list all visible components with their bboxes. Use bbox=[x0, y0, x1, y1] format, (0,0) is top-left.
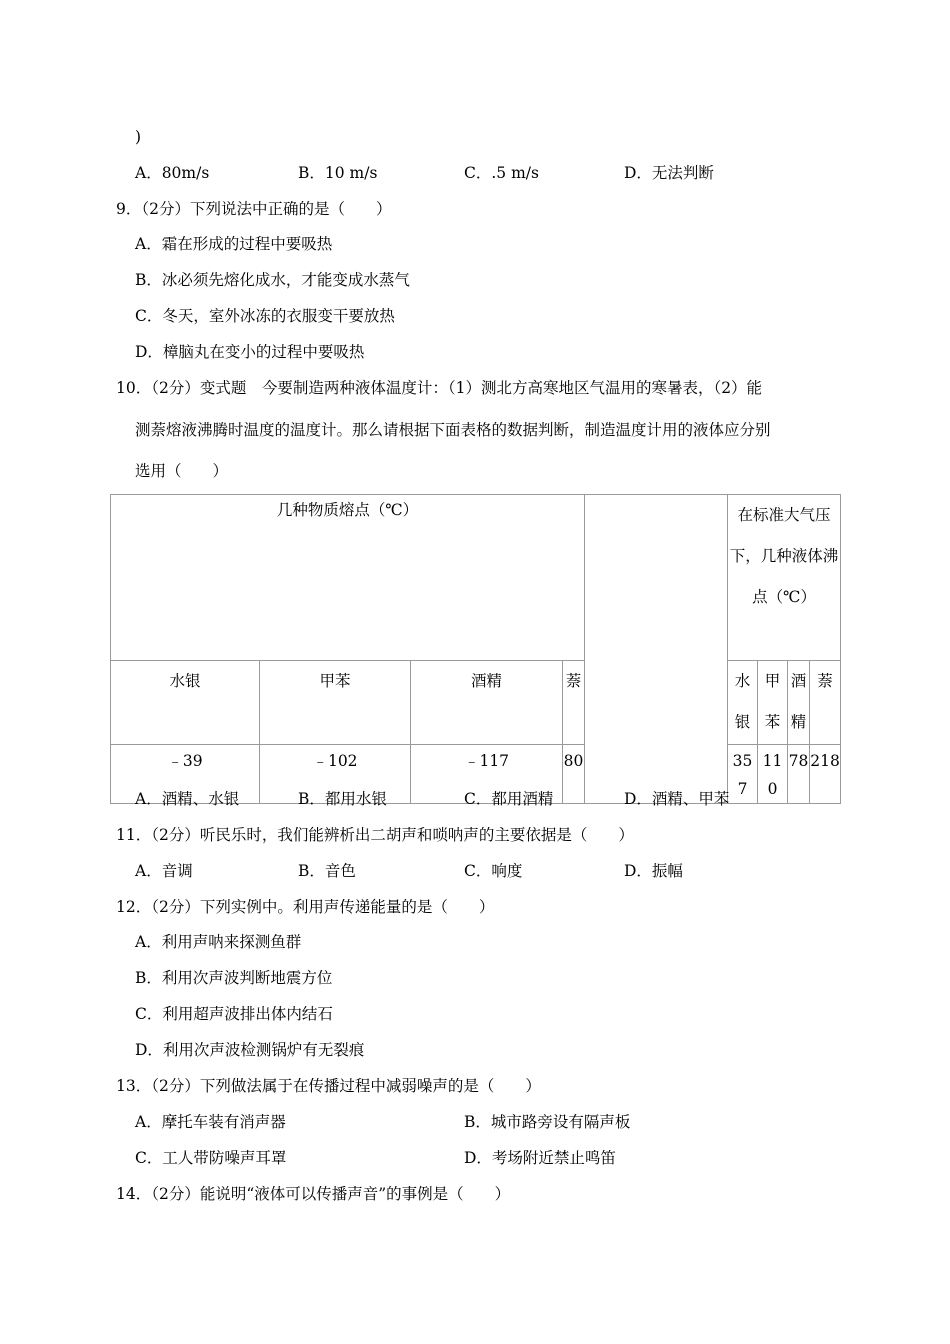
melting-substance-alcohol: 酒精 bbox=[411, 661, 563, 745]
boiling-substance-naphthalene: 萘 bbox=[810, 661, 841, 745]
boiling-value-naphthalene: 218 bbox=[810, 745, 841, 804]
q13-option-a: A．摩托车装有消声器 bbox=[135, 1113, 286, 1131]
q11-option-c: C．响度 bbox=[464, 862, 523, 880]
q9-option-b: B．冰必须先熔化成水，才能变成水蒸气 bbox=[135, 271, 410, 289]
boiling-substance-mercury: 水银 bbox=[728, 661, 758, 745]
q9-stem: 9．（2分）下列说法中正确的是（ ） bbox=[116, 200, 392, 218]
q8-option-d: D．无法判断 bbox=[624, 164, 714, 182]
q9-option-a: A．霜在形成的过程中要吸热 bbox=[135, 235, 333, 253]
melting-substance-toluene: 甲苯 bbox=[260, 661, 411, 745]
boiling-value-toluene: 110 bbox=[758, 745, 788, 804]
q11-option-b: B．音色 bbox=[298, 862, 356, 880]
q11-option-d: D．振幅 bbox=[624, 862, 683, 880]
q13-option-b: B．城市路旁设有隔声板 bbox=[464, 1113, 631, 1131]
q8-option-c: C．.5 m/s bbox=[464, 164, 539, 182]
q12-option-a: A．利用声呐来探测鱼群 bbox=[135, 933, 302, 951]
q13-option-c: C．工人带防噪声耳罩 bbox=[135, 1149, 287, 1167]
q8-option-a: A．80m/s bbox=[135, 164, 210, 182]
melting-value-toluene: ﹣102 bbox=[260, 745, 411, 804]
q13-stem: 13．（2分）下列做法属于在传播过程中减弱噪声的是（ ） bbox=[116, 1077, 541, 1095]
melting-value-naphthalene: 80 bbox=[563, 745, 585, 804]
boiling-point-header: 在标准大气压下，几种液体沸点（℃） bbox=[728, 495, 841, 661]
q13-option-d: D．考场附近禁止鸣笛 bbox=[464, 1149, 616, 1167]
boiling-value-mercury: 357 bbox=[728, 745, 758, 804]
q11-stem: 11．（2分）听民乐时，我们能辨析出二胡声和唢呐声的主要依据是（ ） bbox=[116, 826, 634, 844]
q10-option-b: B．都用水银 bbox=[298, 790, 387, 808]
boiling-value-alcohol: 78 bbox=[788, 745, 810, 804]
q8-continuation: ) bbox=[135, 128, 142, 146]
melting-value-mercury: ﹣39 bbox=[111, 745, 260, 804]
melting-value-alcohol: ﹣117 bbox=[411, 745, 563, 804]
melting-substance-naphthalene: 萘 bbox=[563, 661, 585, 745]
q14-stem: 14．（2分）能说明“液体可以传播声音”的事例是（ ） bbox=[116, 1185, 511, 1203]
q12-option-d: D．利用次声波检测锅炉有无裂痕 bbox=[135, 1041, 365, 1059]
q8-option-b: B．10 m/s bbox=[298, 164, 378, 182]
q10-stem-line3: 选用（ ） bbox=[135, 462, 229, 480]
q10-option-c: C．都用酒精 bbox=[464, 790, 554, 808]
boiling-substance-toluene: 甲苯 bbox=[758, 661, 788, 745]
q12-option-c: C．利用超声波排出体内结石 bbox=[135, 1005, 333, 1023]
blank-divider-cell bbox=[585, 495, 728, 804]
properties-table bbox=[110, 494, 841, 804]
melting-substance-mercury: 水银 bbox=[111, 661, 260, 745]
q10-option-a: A．酒精、水银 bbox=[135, 790, 240, 808]
q10-stem-line1: 10．（2分）变式题 今要制造两种液体温度计：（1）测北方高寒地区气温用的寒暑表，（2）能 bbox=[116, 379, 763, 397]
q11-option-a: A．音调 bbox=[135, 862, 193, 880]
q12-stem: 12．（2分）下列实例中。利用声传递能量的是（ ） bbox=[116, 898, 495, 916]
q9-option-c: C．冬天，室外冰冻的衣服变干要放热 bbox=[135, 307, 395, 325]
q12-option-b: B．利用次声波判断地震方位 bbox=[135, 969, 333, 987]
q10-stem-line2: 测萘熔液沸腾时温度的温度计。那么请根据下面表格的数据判断，制造温度计用的液体应分别 bbox=[135, 421, 771, 439]
q9-option-d: D．樟脑丸在变小的过程中要吸热 bbox=[135, 343, 365, 361]
boiling-substance-alcohol: 酒精 bbox=[788, 661, 810, 745]
q10-option-d: D．酒精、甲苯 bbox=[624, 790, 730, 808]
melting-point-header: 几种物质熔点（℃） bbox=[111, 495, 585, 661]
